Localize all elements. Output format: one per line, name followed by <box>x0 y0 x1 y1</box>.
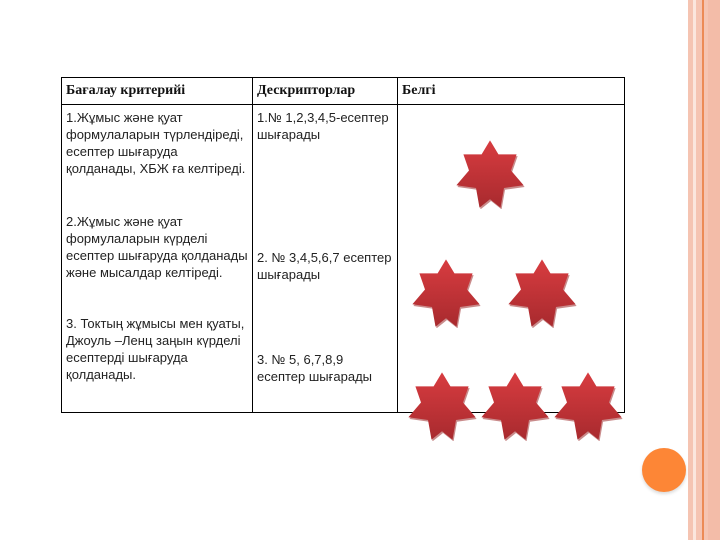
star-icon <box>410 258 482 328</box>
side-stripe-line <box>702 0 704 540</box>
criterion-3: 3. Токтың жұмысы мен қуаты, Джоуль –Ленц заңын күрделі есептерді шығаруда қолданады. <box>66 316 245 382</box>
assessment-table <box>61 77 625 413</box>
criteria-cell <box>62 105 253 413</box>
star-icon <box>506 258 578 328</box>
descriptor-3: 3. № 5, 6,7,8,9 есептер шығарады <box>257 352 373 384</box>
star-icon <box>406 371 478 441</box>
descriptor-2: 2. № 3,4,5,6,7 есептер шығарады <box>257 250 392 282</box>
side-stripe-edge <box>708 0 720 540</box>
header-descriptors: Дескрипторлар <box>253 78 398 105</box>
accent-circle <box>642 448 686 492</box>
header-criteria: Бағалау критерийі <box>62 78 253 105</box>
marks-cell <box>398 105 625 413</box>
star-icon <box>479 371 551 441</box>
table-header-row <box>62 78 625 105</box>
criterion-2: 2.Жұмыс және қуат формулаларын күрделі есептер шығаруда қолданады және мысалдар келтіреді. <box>66 214 248 280</box>
table-row <box>62 105 625 413</box>
descriptors-cell <box>253 105 398 413</box>
side-stripe-highlight <box>693 0 696 540</box>
criterion-1: 1.Жұмыс және қуат формулаларын түрлендіреді, есептер шығаруда қолданады, ХБЖ ға келтіреді. <box>66 110 246 176</box>
descriptor-1: 1.№ 1,2,3,4,5-есептер шығарады <box>257 110 389 142</box>
star-icon <box>552 371 624 441</box>
header-marks: Белгі <box>398 78 625 105</box>
star-icon <box>454 139 526 209</box>
